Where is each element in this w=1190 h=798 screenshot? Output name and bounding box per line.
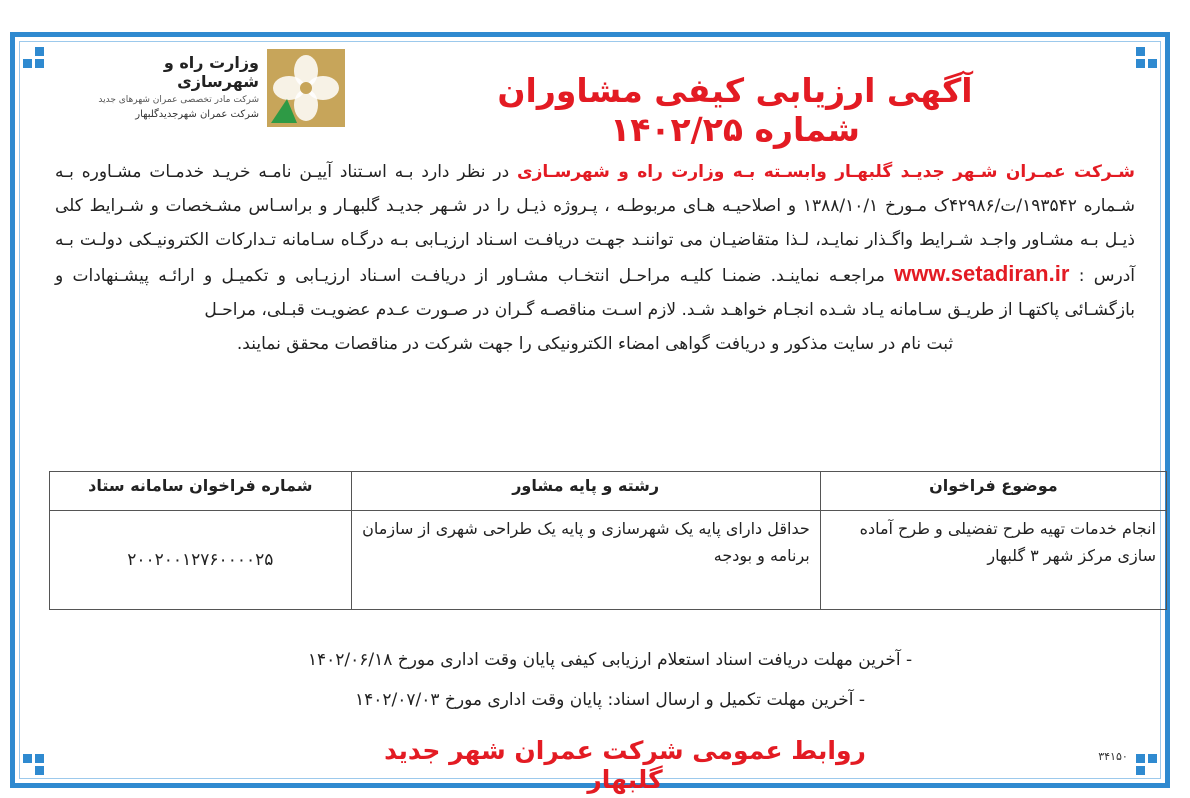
cell-tender-number: ۲۰۰۲۰۰۱۲۷۶۰۰۰۰۲۵ (50, 511, 352, 610)
table-header-row (50, 472, 1167, 511)
body-text-part-1: در نظر دارد بـه اسـتناد آییـن نامـه خریـد خدمـات مشـاوره بـه شـماره ۱۹۳۵۴۲/ت/۴۲۹۸۶ک مـورخ ۱۳۸۸/۱۰/۱ و اصلاحیـه هـای مربوطـه ، پـروژه ذیـل را در شـهر جدیـد گلبهـار و براسـاس مشـخصات و شـرایط کلی ذیـل بـه مشـاور واجـد شـرایط واگـذار نمایـد، لـذا متقاضیـان می تواننـد جهـت دریافـت اسـناد ارزیـابی بـه درگـاه سـامانه تـدارکات الکترونیـکی دولـت بـه آدرس : (55, 162, 1135, 286)
header-tender-number: شماره فراخوان سامانه ستاد (50, 472, 352, 511)
public-relations-footer: روابط عمومی شرکت عمران شهر جدید گلبهار (384, 736, 866, 794)
ministry-logo-icon (267, 49, 345, 127)
ad-body-paragraph (55, 155, 1135, 361)
logo-line-1: وزارت راه و شهرسازی (163, 53, 259, 91)
ad-frame (10, 32, 1170, 794)
body-text-part-2: مراجعـه نماینـد. ضمنـا کلیـه مراحـل انتخـاب مشـاور از دریافـت اسـناد ارزیـابی و تکمیـل و ارائـه پیشـنهادات و بازگشـائی پاکتهـا از طریـق سـامانه یـاد شـده انجـام خواهـد شـد. لازم اسـت مناقصـه گـران در صـورت عـدم عضویـت قبـلی، مراحـل (55, 266, 1135, 320)
corner-ornament-top-right (1129, 47, 1157, 75)
corner-ornament-top-left (23, 47, 51, 75)
table-row (50, 511, 1167, 610)
ad-code-number: ۳۴۱۵۰ (1098, 750, 1128, 763)
tender-table (49, 471, 1167, 610)
corner-ornament-bottom-left (23, 747, 51, 775)
header-subject: موضوع فراخوان (820, 472, 1166, 511)
ministry-logo-text (79, 53, 259, 120)
ministry-logo-block (75, 49, 345, 127)
cell-field: حداقل دارای پایه یک شهرسازی و پایه یک طراحی شهری از سازمان برنامه و بودجه (351, 511, 820, 610)
ad-title: آگهی ارزیابی کیفی مشاوران شماره ۱۴۰۲/۲۵ (497, 71, 973, 149)
deadline-documents: - آخرین مهلت دریافت اسناد استعلام ارزیابی کیفی پایان وقت اداری مورخ ۱۴۰۲/۰۶/۱۸ (307, 650, 913, 670)
company-name-highlight: شـرکت عمـران شـهر جدیـد گلبهـار وابسـته بـه وزارت راه و شهرسـازی (517, 162, 1136, 182)
deadline-submission: - آخرین مهلت تکمیل و ارسال اسناد: پایان وقت اداری مورخ ۱۴۰۲/۰۷/۰۳ (354, 690, 866, 710)
cell-subject: انجام خدمات تهیه طرح تفضیلی و طرح آماده سازی مرکز شهر ۳ گلبهار (820, 511, 1166, 610)
logo-line-3: شرکت عمران شهرجدیدگلبهار (135, 109, 259, 120)
setadiran-url-link[interactable]: www.setadiran.ir (894, 261, 1070, 286)
logo-line-2: شرکت مادر تخصصی عمران شهرهای جدید (98, 95, 259, 105)
header-field: رشته و پایه مشاور (351, 472, 820, 511)
body-last-line: ثبت نام در سایت مذکور و دریافت گواهی امضاء الکترونیکی را جهت شرکت در مناقصات محقق نمایند. (236, 334, 954, 354)
